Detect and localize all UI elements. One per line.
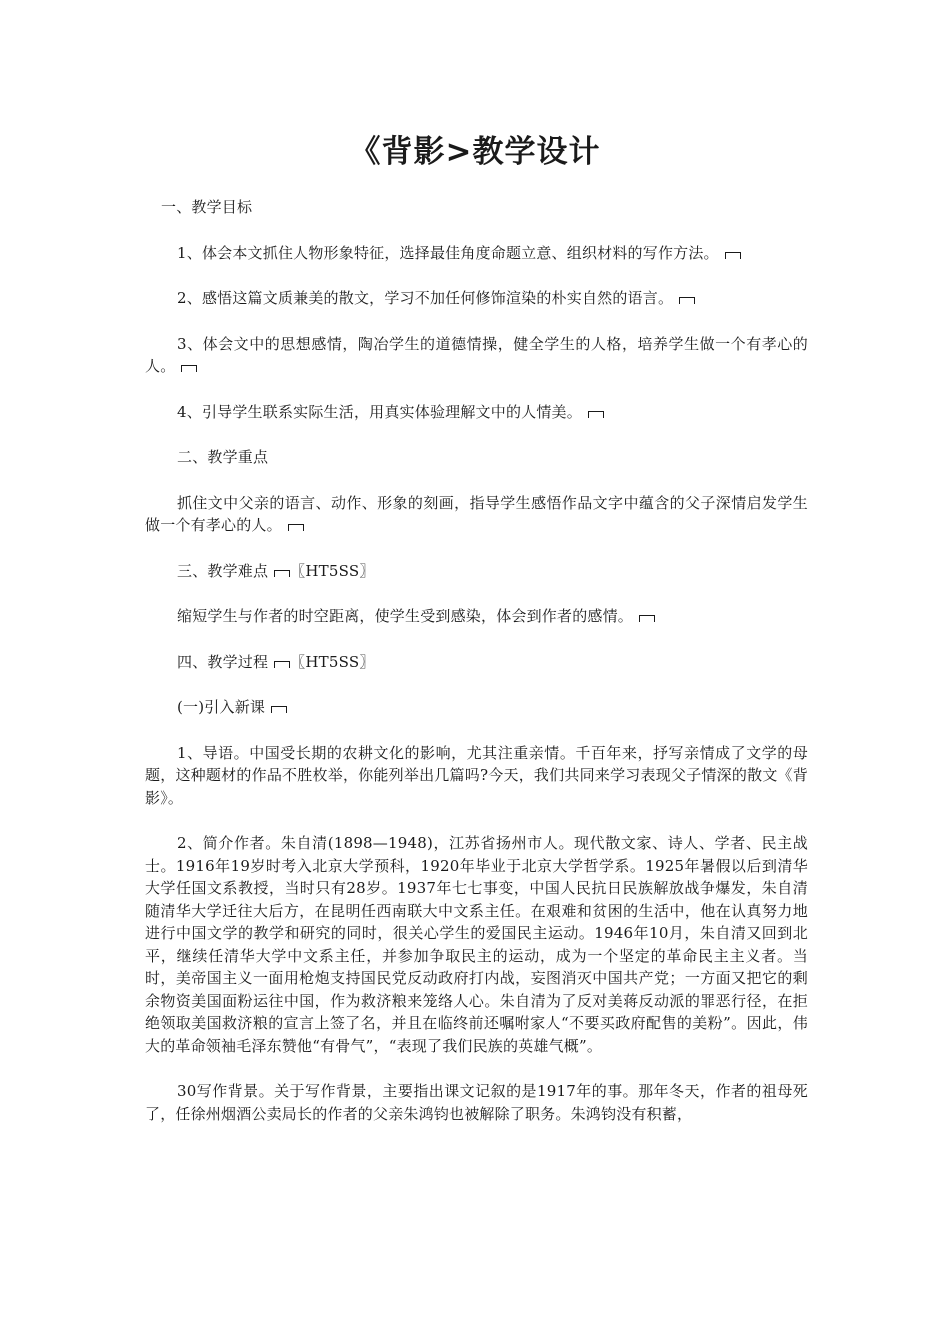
goal-item-3: 3、体会文中的思想感情，陶冶学生的道德情操，健全学生的人格，培养学生做一个有孝心的人。 (145, 334, 808, 375)
format-tag: 〖HT5SS〗 (290, 561, 375, 580)
paragraph-mark-icon (679, 297, 695, 304)
goal-item-2: 2、感悟这篇文质兼美的散文，学习不加任何修饰渲染的朴实自然的语言。 (145, 287, 808, 310)
goal-item-4: 4、引导学生联系实际生活，用真实体验理解文中的人情美。 (145, 401, 808, 424)
paragraph-mark-icon (725, 252, 741, 259)
document-body (145, 196, 808, 1148)
paragraph-background: 30写作背景。关于写作背景，主要指出课文记叙的是1917年的事。那年冬天，作者的祖母死了，任徐州烟酒公卖局长的作者的父亲朱鸿钧也被解除了职务。朱鸿钧没有积蓄， (145, 1082, 808, 1123)
difficulties-text: 缩短学生与作者的时空距离，使学生受到感染，体会到作者的感情。 (145, 605, 808, 628)
section-heading-difficulties: 三、教学难点 〖HT5SS〗 (177, 561, 375, 580)
format-tag: 〖HT5SS〗 (290, 652, 375, 671)
paragraph-author: 2、简介作者。朱自清(1898—1948)，江苏省扬州市人。现代散文家、诗人、学者、民主战士。1916年19岁时考入北京大学预科，1920年毕业于北京大学哲学系。1925年暑假以后到清华大学任国文系教授，当时只有28岁。1937年七七事变，中国人民抗日民族解放战争爆发，朱自清随清华大学迁往大后方，在昆明任西南联大中文系主任。在艰难和贫困的生活中，他在认真努力地进行中国文学的教学和研究的同时，很关心学生的爱国民主运动。1946年10月，朱自清又回到北平，继续任清华大学中文系主任，并参加争取民主的运动，成为一个坚定的革命民主主义者。当时，美帝国主义一面用枪炮支持国民党反动政府打内战，妄图消灭中国共产党；一方面又把它的剩余物资美国面粉运往中国，作为救济粮来笼络人心。朱自清为了反对美蒋反动派的罪恶行径，在拒绝领取美国救济粮的宣言上签了名，并且在临终前还嘱咐家人“不要买政府配售的美粉”。因此，伟大的革命领袖毛泽东赞他“有骨气”，“表现了我们民族的英雄气概”。 (145, 834, 808, 1055)
paragraph-mark-icon (288, 524, 304, 531)
paragraph-mark-icon (274, 661, 290, 668)
goal-item-1: 1、体会本文抓住人物形象特征，选择最佳角度命题立意、组织材料的写作方法。 (145, 242, 808, 265)
subsection-heading-intro: (一)引入新课 (145, 696, 808, 719)
paragraph-mark-icon (181, 365, 197, 372)
paragraph-mark-icon (271, 706, 287, 713)
section-heading-process: 四、教学过程 〖HT5SS〗 (177, 652, 375, 671)
paragraph-mark-icon (639, 615, 655, 622)
paragraph-intro: 1、导语。中国受长期的农耕文化的影响，尤其注重亲情。千百年来，抒写亲情成了文学的母题，这种题材的作品不胜枚举，你能列举出几篇吗?今天，我们共同来学习表现父子情深的散文《背影》。 (145, 743, 808, 807)
section-heading-goals: 一、教学目标 (161, 198, 253, 216)
key-points-text: 抓住文中父亲的语言、动作、形象的刻画，指导学生感悟作品文字中蕴含的父子深情启发学生做一个有孝心的人。 (145, 493, 808, 534)
page-title: 《背影>教学设计 (349, 134, 601, 170)
section-heading-key-points: 二、教学重点 (177, 448, 269, 466)
paragraph-mark-icon (274, 570, 290, 577)
paragraph-mark-icon (588, 411, 604, 418)
